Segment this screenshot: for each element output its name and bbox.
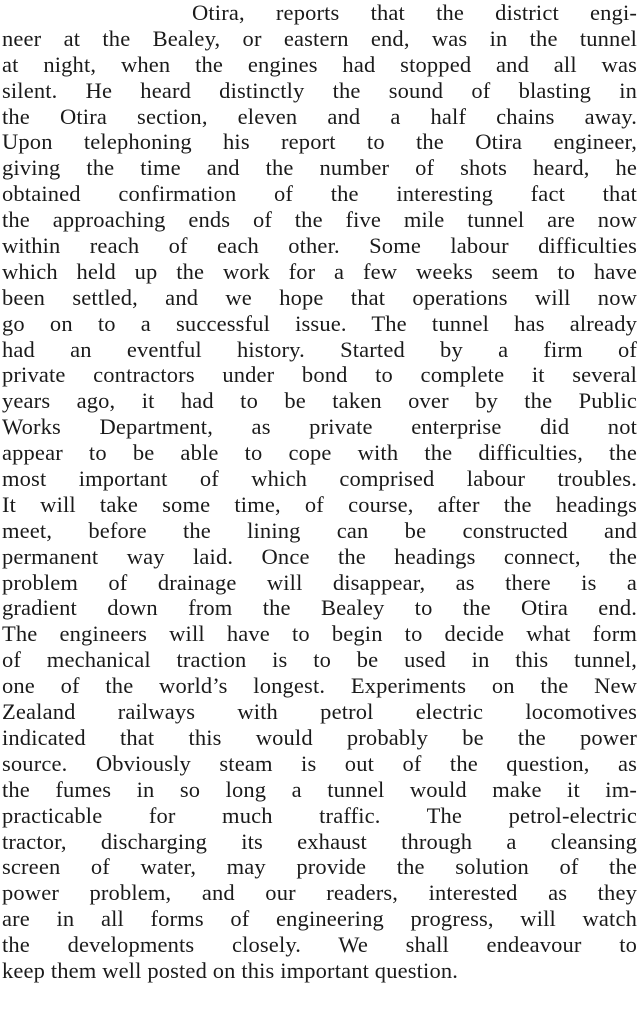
article-text-line: go on to a successful issue. The tunnel has already (2, 310, 637, 336)
article-text-line: silent. He heard distinctly the sound of blasting in (2, 77, 637, 103)
article-text-line: screen of water, may provide the solution of the (2, 854, 637, 880)
article-text-line: had an eventful history. Started by a firm of (2, 336, 637, 362)
article-text-line: The engineers will have to begin to decide what form (2, 621, 637, 647)
article-text-line: most important of which comprised labour troubles. (2, 466, 637, 492)
article-text-line: one of the world’s longest. Experiments on the New (2, 673, 637, 699)
article-text-line: years ago, it had to be taken over by the Public (2, 388, 637, 414)
article-text-line: tractor, discharging its exhaust through a cleansing (2, 828, 637, 854)
article-text-line: Otira, reports that the district engi- (192, 0, 637, 25)
article-text-line: the approaching ends of the five mile tunnel are now (2, 207, 637, 233)
article-text-line: the Otira section, eleven and a half chains away. (2, 103, 637, 129)
article-text-line: source. Obviously steam is out of the question, as (2, 750, 637, 776)
article-text-line: Upon telephoning his report to the Otira engineer, (2, 129, 637, 155)
article-text-line: problem of drainage will disappear, as there is a (2, 569, 637, 595)
article-text-line: gradient down from the Bealey to the Otira end. (2, 595, 637, 621)
article-text-line: within reach of each other. Some labour difficulties (2, 233, 637, 259)
article-text-line: at night, when the engines had stopped and all was (2, 51, 637, 77)
article-text-column (2, 0, 637, 984)
article-text-line: been settled, and we hope that operations will now (2, 284, 637, 310)
article-text-line: It will take some time, of course, after the headings (2, 491, 637, 517)
article-text-line: permanent way laid. Once the headings connect, the (2, 543, 637, 569)
article-text-line: the developments closely. We shall endeavour to (2, 932, 637, 958)
article-text-line: giving the time and the number of shots heard, he (2, 155, 637, 181)
article-text-line: neer at the Bealey, or eastern end, was in the tunnel (2, 25, 637, 51)
article-text-line: Zealand railways with petrol electric locomotives (2, 699, 637, 725)
article-text-line: appear to be able to cope with the difficulties, the (2, 440, 637, 466)
article-text-line: private contractors under bond to complete it several (2, 362, 637, 388)
article-text-line: practicable for much traffic. The petrol-electric (2, 802, 637, 828)
article-text-line: obtained confirmation of the interesting fact that (2, 181, 637, 207)
article-text-line: are in all forms of engineering progress, will watch (2, 906, 637, 932)
article-text-line: keep them well posted on this important question. (2, 957, 459, 983)
article-text-line: Works Department, as private enterprise did not (2, 414, 637, 440)
article-text-line: meet, before the lining can be constructed and (2, 517, 637, 543)
article-text-line: power problem, and our readers, interested as they (2, 880, 637, 906)
article-text-line: which held up the work for a few weeks seem to have (2, 258, 637, 284)
article-text-line: the fumes in so long a tunnel would make it im- (2, 776, 637, 802)
article-text-line: of mechanical traction is to be used in this tunnel, (2, 647, 637, 673)
article-text-line: indicated that this would probably be the power (2, 724, 637, 750)
